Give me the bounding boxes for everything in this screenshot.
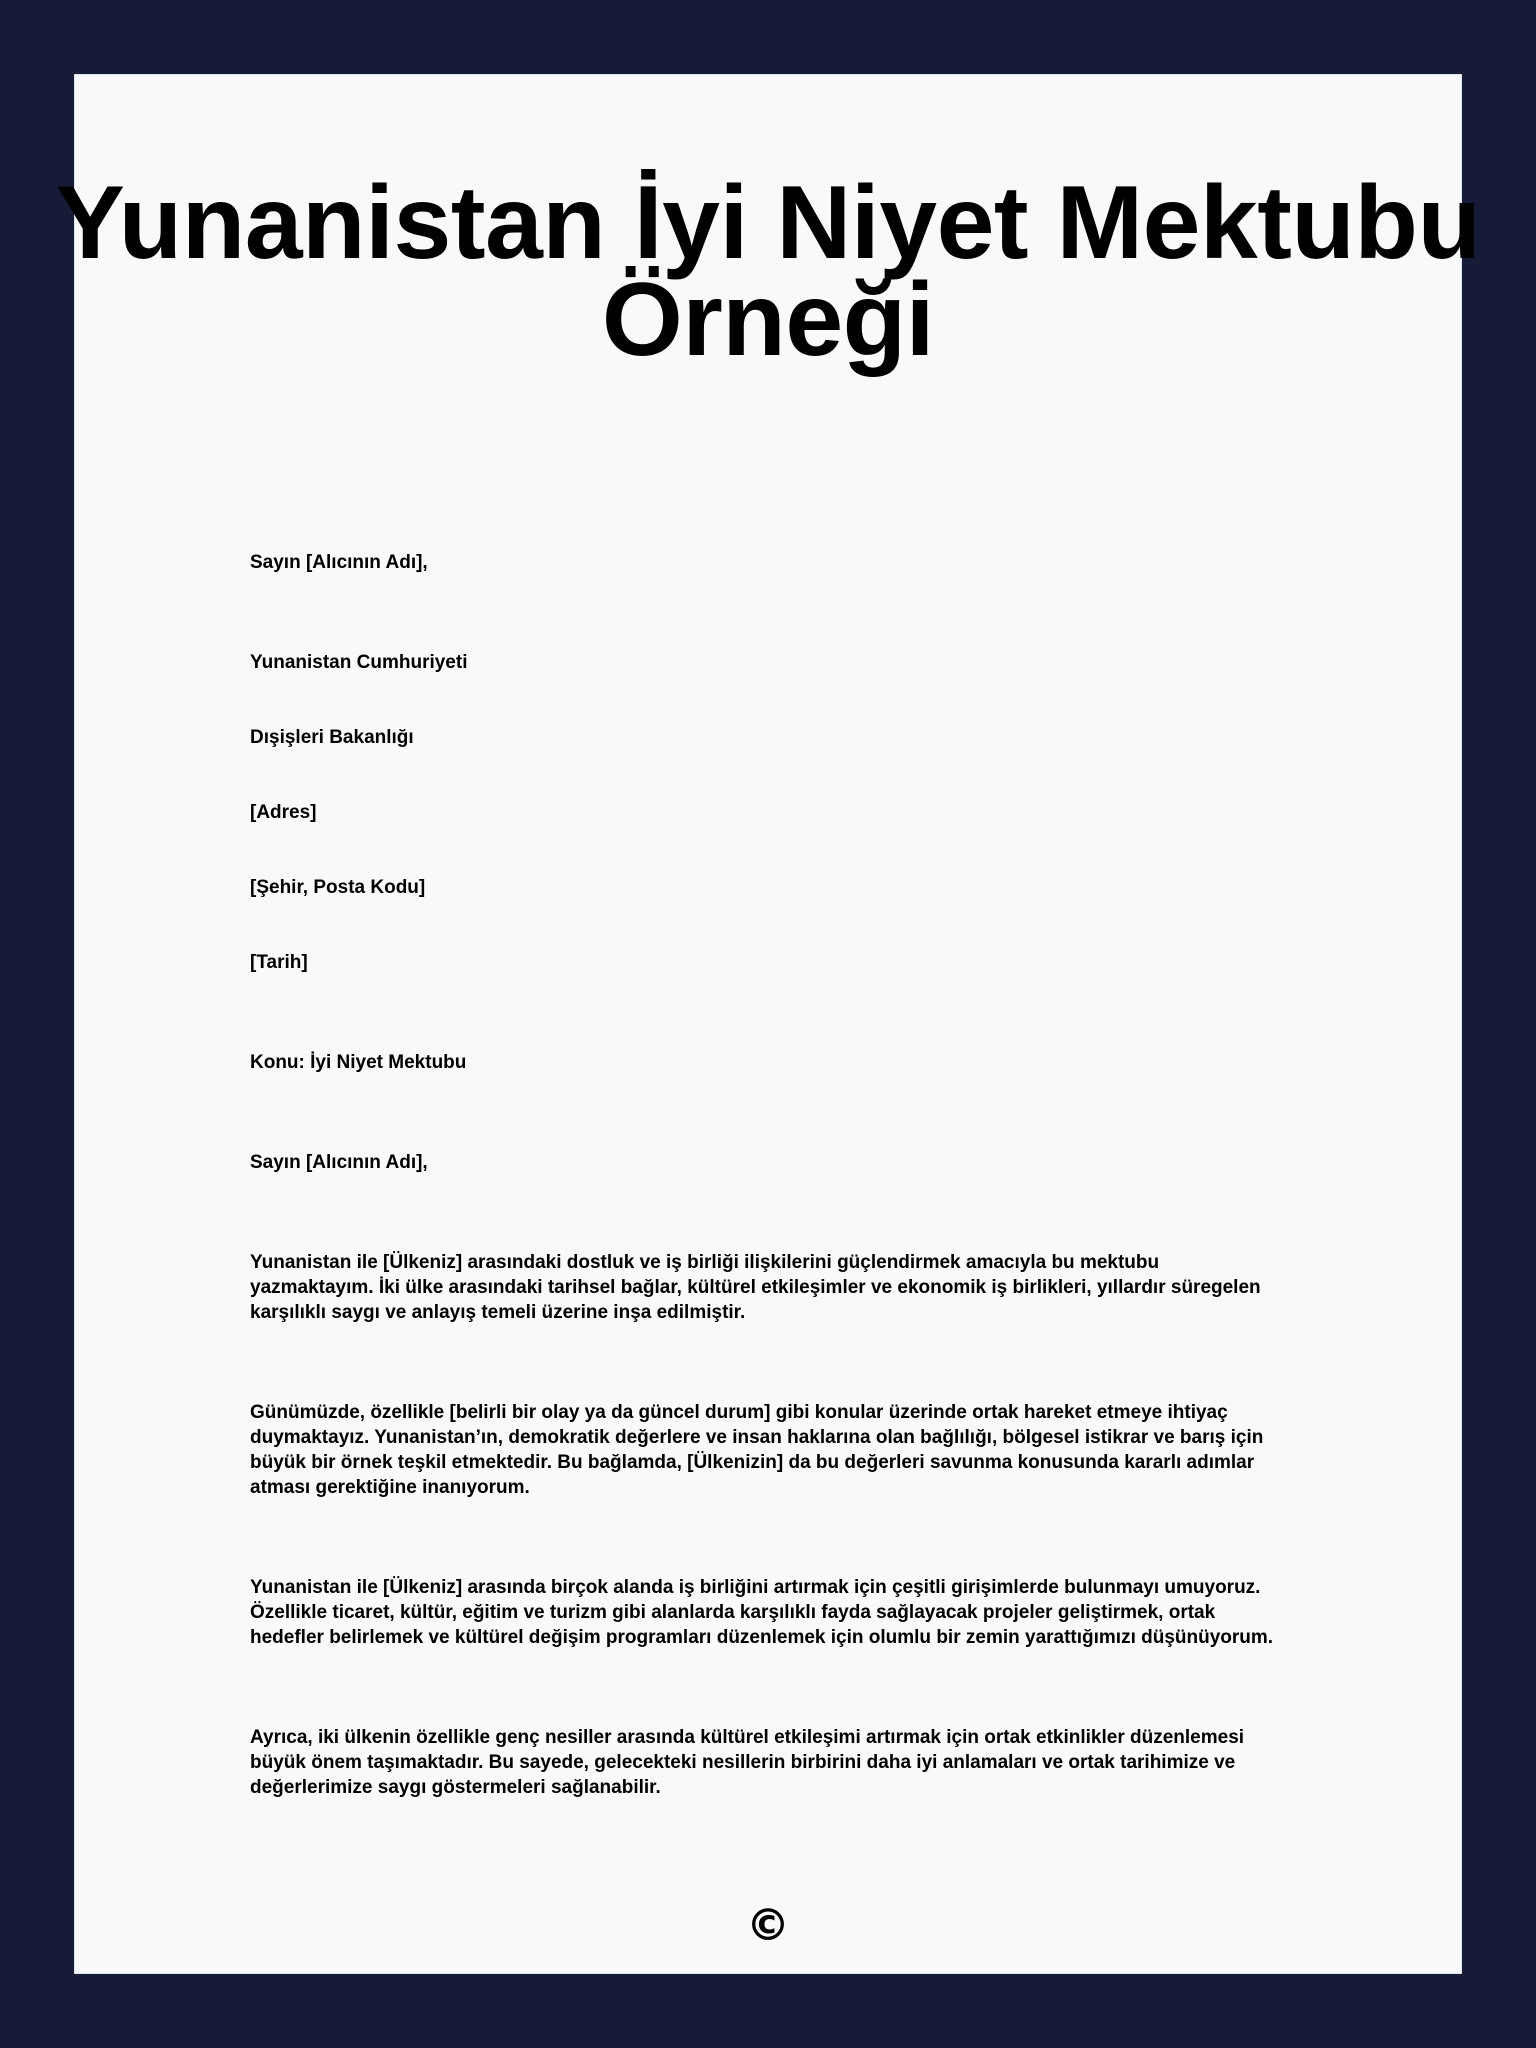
copyright-icon: © [746, 1900, 790, 1951]
document-title: Yunanistan İyi Niyet Mektubu Örneği [55, 165, 1481, 378]
paragraph-1: Yunanistan ile [Ülkeniz] arasındaki dostluk ve iş birliği ilişkilerini güçlendirmek amacıyla bu mektubu yazmaktayım. İki ülke arasındaki tarihsel bağlar, kültürel etkileşimler ve ekonomik iş birlikleri, yıllardır süregelen karşılıklı saygı ve anlayış temeli üzerine inşa edilmiştir. [250, 1252, 1261, 1323]
letter-body [250, 550, 1280, 1800]
address-line-1: Yunanistan Cumhuriyeti [250, 652, 468, 673]
paragraph-4: Ayrıca, iki ülkenin özellikle genç nesiller arasında kültürel etkileşimi artırmak için ortak etkinlikler düzenlemesi büyük önem taşımaktadır. Bu sayede, gelecekteki nesillerin birbirini daha iyi anlamaları ve ortak tarihimize ve değerlerimize saygı göstermeleri sağlanabilir. [250, 1727, 1245, 1798]
salutation: Sayın [Alıcının Adı], [250, 1152, 428, 1173]
address-line-4: [Şehir, Posta Kodu] [250, 877, 426, 898]
address-date: [Tarih] [250, 952, 308, 973]
paragraph-3: Yunanistan ile [Ülkeniz] arasında birçok alanda iş birliğini artırmak için çeşitli girişimlerde bulunmayı umuyoruz. Özellikle ticaret, kültür, eğitim ve turizm gibi alanlarda karşılıklı fayda sağlayacak projeler geliştirmek, ortak hedefler belirlemek ve kültürel değişim programları düzenlemek için olumlu bir zemin yarattığımızı düşünüyorum. [250, 1577, 1274, 1648]
address-line-3: [Adres] [250, 802, 317, 823]
greeting: Sayın [Alıcının Adı], [250, 552, 428, 573]
address-line-2: Dışişleri Bakanlığı [250, 727, 414, 748]
paragraph-2: Günümüzde, özellikle [belirli bir olay ya da güncel durum] gibi konular üzerinde ortak hareket etmeye ihtiyaç duymaktayız. Yunanistan’ın, demokratik değerlere ve insan haklarına olan bağlılığı, bölgesel istikrar ve barış için büyük bir örnek teşkil etmektedir. Bu bağlamda, [Ülkenizin] da bu değerleri savunma konusunda kararlı adımlar atması gerektiğine inanıyorum. [250, 1402, 1264, 1498]
subject-line: Konu: İyi Niyet Mektubu [250, 1052, 467, 1073]
